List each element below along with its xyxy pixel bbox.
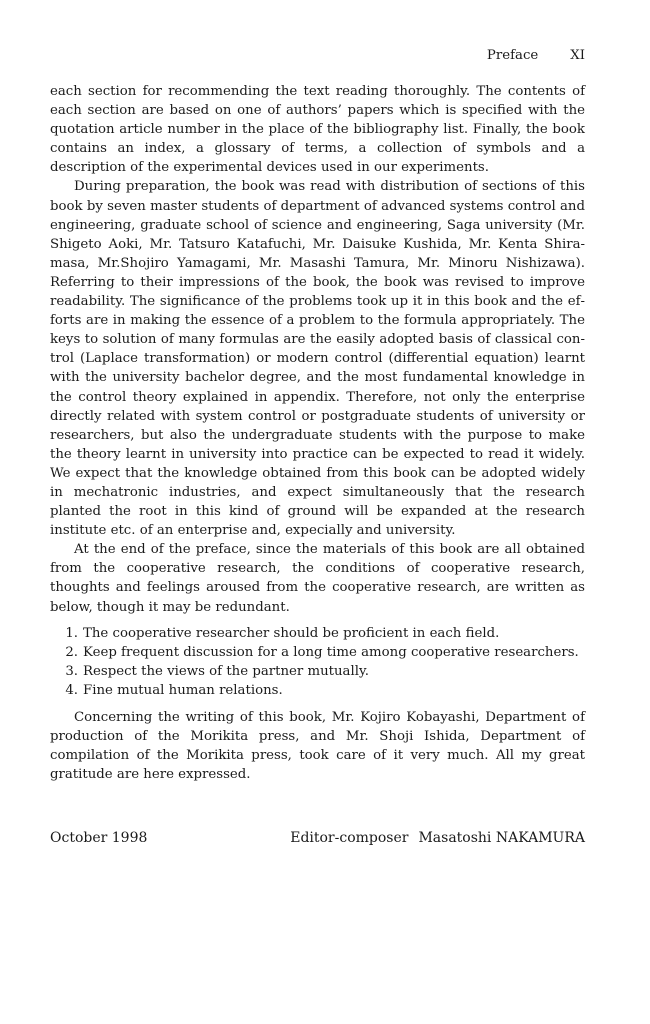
signature-role: Editor-composer (290, 830, 409, 846)
list-item (50, 643, 585, 662)
paragraph-acknowledgement: Concerning the writing of this book, Mr. Kojiro Kobayashi, Department of production of the Morikita press, and Mr. Shoji Ishida, Department of compilation of the Morikita press, took care of it very much. All my great gratitude are here expressed. (50, 710, 585, 783)
page-number: XI (570, 48, 585, 63)
signature-author (290, 828, 585, 848)
paragraph-preparation: During preparation, the book was read with distribution of sections of this book by seven master students of department of advanced systems control and engineering, graduate school of science and engineering, Saga university (Mr. Shigeto Aoki, Mr. Tatsuro Katafuchi, Mr. Daisuke Kushida, Mr. Kenta Shiramasa, Mr.Shojiro Yamagami, Mr. Masashi Tamura, Mr. Minoru Nishizawa). Referring to their impressions of the book, the book was revised to improve readability. The significance of the problems took up it in this book and the efforts are in making the essence of a problem to the formula appropriately. The keys to solution of many formulas are the easily adopted basis of classical control (Laplace transformation) or modern control (differential equation) learnt with the university bachelor degree, and the most fundamental knowledge in the control theory explained in appendix. Therefore, not only the enterprise directly related with system control or postgraduate students of university or researchers, but also the undergraduate students with the purpose to make the theory learnt in university into practice can be expected to read it widely. We expect that the knowledge obtained from this book can be adopted widely in mechatronic industries, and expect simultaneously that the research planted the root in this kind of ground will be expanded at the research institute etc. of an enterprise and, expecially and university. (50, 179, 585, 539)
list-item-number: 2. (65, 644, 78, 660)
list-item-text: The cooperative researcher should be proficient in each field. (83, 625, 500, 641)
list-item-text: Keep frequent discussion for a long time among cooperative researchers. (83, 644, 579, 660)
list-item-number: 3. (65, 663, 78, 679)
list-item-number: 4. (65, 682, 78, 698)
list-item-number: 1. (65, 625, 78, 641)
list-item (50, 681, 585, 700)
paragraph-cooperative-research: At the end of the preface, since the materials of this book are all obtained from the cooperative research, the conditions of cooperative research, thoughts and feelings aroused from the cooperative research, are written as below, though it may be redundant. (50, 542, 585, 615)
body-text (50, 82, 585, 784)
list-item-text: Fine mutual human relations. (83, 682, 283, 698)
signature-date: October 1998 (50, 830, 148, 846)
paragraph-continuation: each section for recommending the text reading thoroughly. The contents of each section are based on one of authors’ papers which is specified with the quotation article number in the place of the bibliography list. Finally, the book contains an index, a glossary of terms, a collection of symbols and a description of the experimental devices used in our experiments. (50, 84, 585, 176)
list-item-text: Respect the views of the partner mutually. (83, 663, 369, 679)
list-item (50, 624, 585, 643)
running-head (50, 47, 585, 65)
cooperative-research-list (50, 624, 585, 700)
signature-name: Masatoshi NAKAMURA (418, 830, 585, 846)
list-item (50, 662, 585, 681)
signature-line (50, 828, 585, 848)
running-head-section: Preface (486, 48, 539, 63)
